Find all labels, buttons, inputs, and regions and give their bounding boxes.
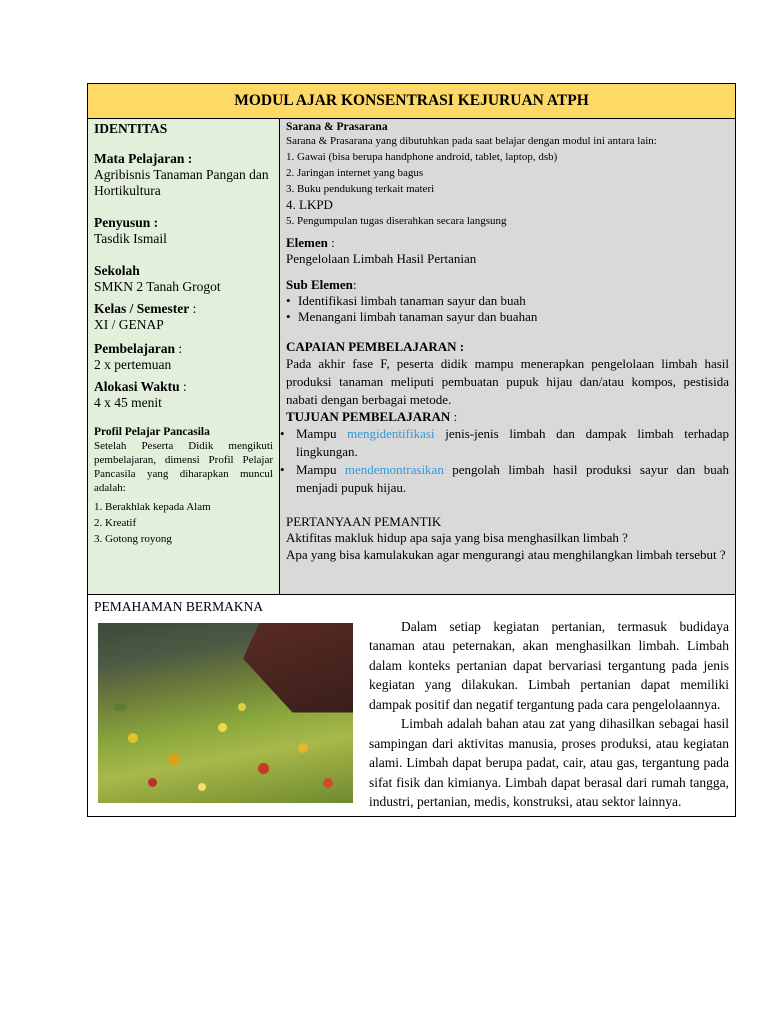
pemantik-label: PERTANYAAN PEMANTIK: [286, 514, 442, 529]
produce-dot: [198, 783, 206, 791]
profil-heading: Profil Pelajar Pancasila: [94, 426, 210, 438]
tujuan-item-prefix: Mampu: [296, 426, 348, 441]
tujuan-colon: :: [450, 409, 458, 424]
content-panel: [280, 119, 735, 594]
module-title: MODUL AJAR KONSENTRASI KEJURUAN ATPH: [88, 84, 735, 119]
produce-dot: [258, 763, 269, 774]
alokasi-colon: :: [183, 379, 187, 394]
profil-item: 1. Berakhlak kepada Alam: [94, 501, 211, 513]
identitas-panel: [88, 119, 280, 594]
sarana-heading: Sarana & Prasarana: [286, 121, 388, 133]
kelas-label: Kelas / Semester: [94, 301, 190, 316]
kelas-value: XI / GENAP: [94, 317, 164, 332]
alokasi-value: 4 x 45 menit: [94, 395, 162, 410]
sekolah-value: SMKN 2 Tanah Grogot: [94, 279, 221, 294]
produce-dot: [128, 733, 138, 743]
sarana-item: 4. LKPD: [286, 197, 333, 212]
produce-dot: [323, 778, 333, 788]
tujuan-item: [286, 425, 729, 461]
pemahaman-label: PEMAHAMAN BERMAKNA: [94, 599, 264, 614]
elemen-colon: :: [327, 235, 335, 250]
profil-item: 3. Gotong royong: [94, 533, 172, 545]
tujuan-item-highlight: mengidentifikasi: [347, 426, 435, 441]
capaian-label: CAPAIAN PEMBELAJARAN :: [286, 339, 465, 354]
pemahaman-paragraph: Dalam setiap kegiatan pertanian, termasuk budidaya tanaman atau peternakan, akan menghasilkan limbah. Limbah dalam konteks pertanian dapat bervariasi tergantung pada jenis kegiatan yang dilakukan. Limbah pertanian dapat memiliki dampak positif dan negatif tergantung pada cara pengelolaannya.: [369, 618, 729, 712]
profil-item: 2. Kreatif: [94, 517, 137, 529]
tujuan-item-prefix: Mampu: [296, 462, 345, 477]
vegetable-waste-photo: [98, 623, 353, 803]
kelas-colon: :: [192, 301, 197, 316]
sub-elemen-item: • Menangani limbah tanaman sayur dan buahan: [286, 309, 729, 325]
sub-elemen-item: • Identifikasi limbah tanaman sayur dan buah: [286, 293, 729, 309]
pemahaman-paragraph: Limbah adalah bahan atau zat yang dihasilkan sebagai hasil sampingan dari aktivitas manusia, proses produksi, atau kegiatan alami. Limbah dapat berupa padat, cair, atau gas, tergantung pada sifat fisik dan kimianya. Limbah dapat berasal dari rumah tangga, industri, pertanian, medis, konstruksi, atau sektor lainnya.: [369, 716, 729, 809]
info-row: [88, 119, 735, 595]
pembelajaran-value: 2 x pertemuan: [94, 357, 172, 372]
produce-dot: [148, 778, 157, 787]
tujuan-item-text: jenis-jenis limbah dan dampak limbah terhadap lingkungan.: [296, 426, 729, 459]
sarana-item: 5. Pengumpulan tugas diserahkan secara langsung: [286, 215, 507, 227]
identitas-heading: IDENTITAS: [94, 121, 168, 136]
produce-dot: [168, 753, 180, 765]
profil-text: Setelah Peserta Didik mengikuti pembelajaran, dimensi Profil Pelajar Pancasila yang diharapkan muncul adalah:: [94, 440, 273, 494]
sub-elemen-label: Sub Elemen: [286, 277, 353, 292]
produce-dot: [113, 703, 127, 711]
penyusun-label: Penyusun :: [94, 215, 159, 230]
produce-dot: [298, 743, 308, 753]
pembelajaran-label: Pembelajaran: [94, 341, 175, 356]
pemahaman-section: [88, 595, 735, 816]
sarana-item: 3. Buku pendukung terkait materi: [286, 183, 435, 195]
pembelajaran-colon: :: [178, 341, 183, 356]
mata-pelajaran-label: Mata Pelajaran :: [94, 151, 193, 166]
mata-pelajaran-value: Agribisnis Tanaman Pangan dan Hortikultura: [94, 167, 269, 198]
pemantik-question: Apa yang bisa kamulakukan agar mengurangi atau menghilangkan limbah tersebut ?: [286, 547, 726, 562]
tujuan-item-text: pengolah limbah hasil produksi sayur dan buah menjadi pupuk hijau.: [296, 462, 729, 495]
produce-dot: [218, 723, 227, 732]
penyusun-value: Tasdik Ismail: [94, 231, 167, 246]
module-document: [87, 83, 736, 817]
sarana-item: 2. Jaringan internet yang bagus: [286, 167, 424, 179]
truck-shape: [243, 623, 353, 713]
tujuan-item: [286, 461, 729, 497]
alokasi-label: Alokasi Waktu: [94, 379, 180, 394]
elemen-value: Pengelolaan Limbah Hasil Pertanian: [286, 251, 477, 266]
sarana-intro: Sarana & Prasarana yang dibutuhkan pada saat belajar dengan modul ini antara lain:: [286, 135, 657, 147]
sub-elemen-colon: :: [352, 277, 357, 292]
tujuan-label: TUJUAN PEMBELAJARAN: [286, 409, 451, 424]
pemantik-question: Aktifitas makluk hidup apa saja yang bisa menghasilkan limbah ?: [286, 530, 628, 545]
elemen-label: Elemen: [286, 235, 328, 250]
tujuan-item-highlight: mendemontrasikan: [344, 462, 444, 477]
sarana-item: 1. Gawai (bisa berupa handphone android, tablet, laptop, dsb): [286, 151, 558, 163]
sekolah-label: Sekolah: [94, 263, 140, 278]
produce-dot: [238, 703, 246, 711]
capaian-text: Pada akhir fase F, peserta didik mampu menerapkan pengelolaan limbah hasil produksi tanaman meliputi pembuatan pupuk hijau dan/atau kompos, pestisida nabati dengan berbagai metode.: [286, 356, 729, 407]
